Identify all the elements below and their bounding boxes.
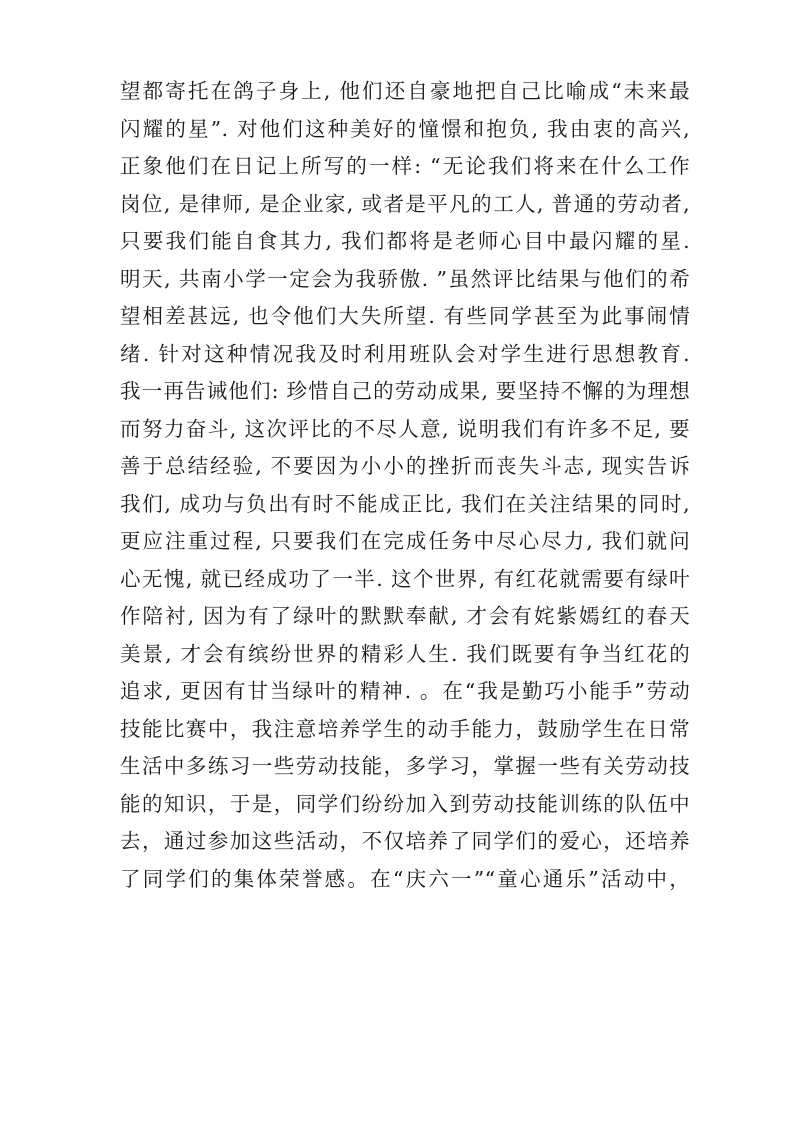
text-line: 绪. 针对这种情况我及时利用班队会对学生进行思想教育. — [120, 341, 690, 366]
text-line: 而努力奋斗, 这次评比的不尽人意, 说明我们有许多不足, 要 — [120, 416, 690, 441]
text-line: 我们, 成功与负出有时不能成正比, 我们在关注结果的同时, — [120, 491, 690, 516]
text-line: 善于总结经验, 不要因为小小的挫折而丧失斗志, 现实告诉 — [120, 454, 690, 478]
text-line: 岗位, 是律师, 是企业家, 或者是平凡的工人, 普通的劳动者, — [120, 191, 690, 216]
text-line: 我一再告诫他们: 珍惜自己的劳动成果, 要坚持不懈的为理想 — [120, 379, 690, 403]
text-line: 生活中多练习一些劳动技能，多学习，掌握一些有关劳动技 — [120, 754, 690, 778]
text-line: 了同学们的集体荣誉感。在“庆六一”“童心通乐”活动中， — [120, 866, 690, 891]
text-line: 闪耀的星”. 对他们这种美好的憧憬和抱负, 我由衷的高兴, — [120, 116, 690, 141]
text-line: 明天, 共南小学一定会为我骄傲. ”虽然评比结果与他们的希 — [120, 266, 690, 291]
text-line: 更应注重过程, 只要我们在完成任务中尽心尽力, 我们就问 — [120, 529, 690, 553]
text-line: 去，通过参加这些活动，不仅培养了同学们的爱心，还培养 — [120, 829, 690, 853]
text-line: 只要我们能自食其力, 我们都将是老师心目中最闪耀的星. — [120, 229, 690, 253]
text-line: 望都寄托在鸽子身上, 他们还自豪地把自己比喻成“未来最 — [120, 79, 690, 103]
text-line: 望相差甚远, 也令他们大失所望. 有些同学甚至为此事闹情 — [120, 304, 690, 328]
text-line: 追求, 更因有甘当绿叶的精神. 。在“我是勤巧小能手”劳动 — [120, 679, 690, 703]
body-text — [120, 73, 690, 898]
text-line: 技能比赛中，我注意培养学生的动手能力，鼓励学生在日常 — [120, 716, 690, 741]
text-line: 正象他们在日记上所写的一样: “无论我们将来在什么工作 — [120, 154, 690, 178]
text-line: 美景, 才会有缤纷世界的精彩人生. 我们既要有争当红花的 — [120, 641, 690, 666]
text-line: 能的知识，于是，同学们纷纷加入到劳动技能训练的队伍中 — [120, 791, 690, 816]
text-line: 作陪衬, 因为有了绿叶的默默奉献, 才会有姹紫嫣红的春天 — [120, 604, 690, 628]
text-line: 心无愧, 就已经成功了一半. 这个世界, 有红花就需要有绿叶 — [120, 566, 690, 591]
